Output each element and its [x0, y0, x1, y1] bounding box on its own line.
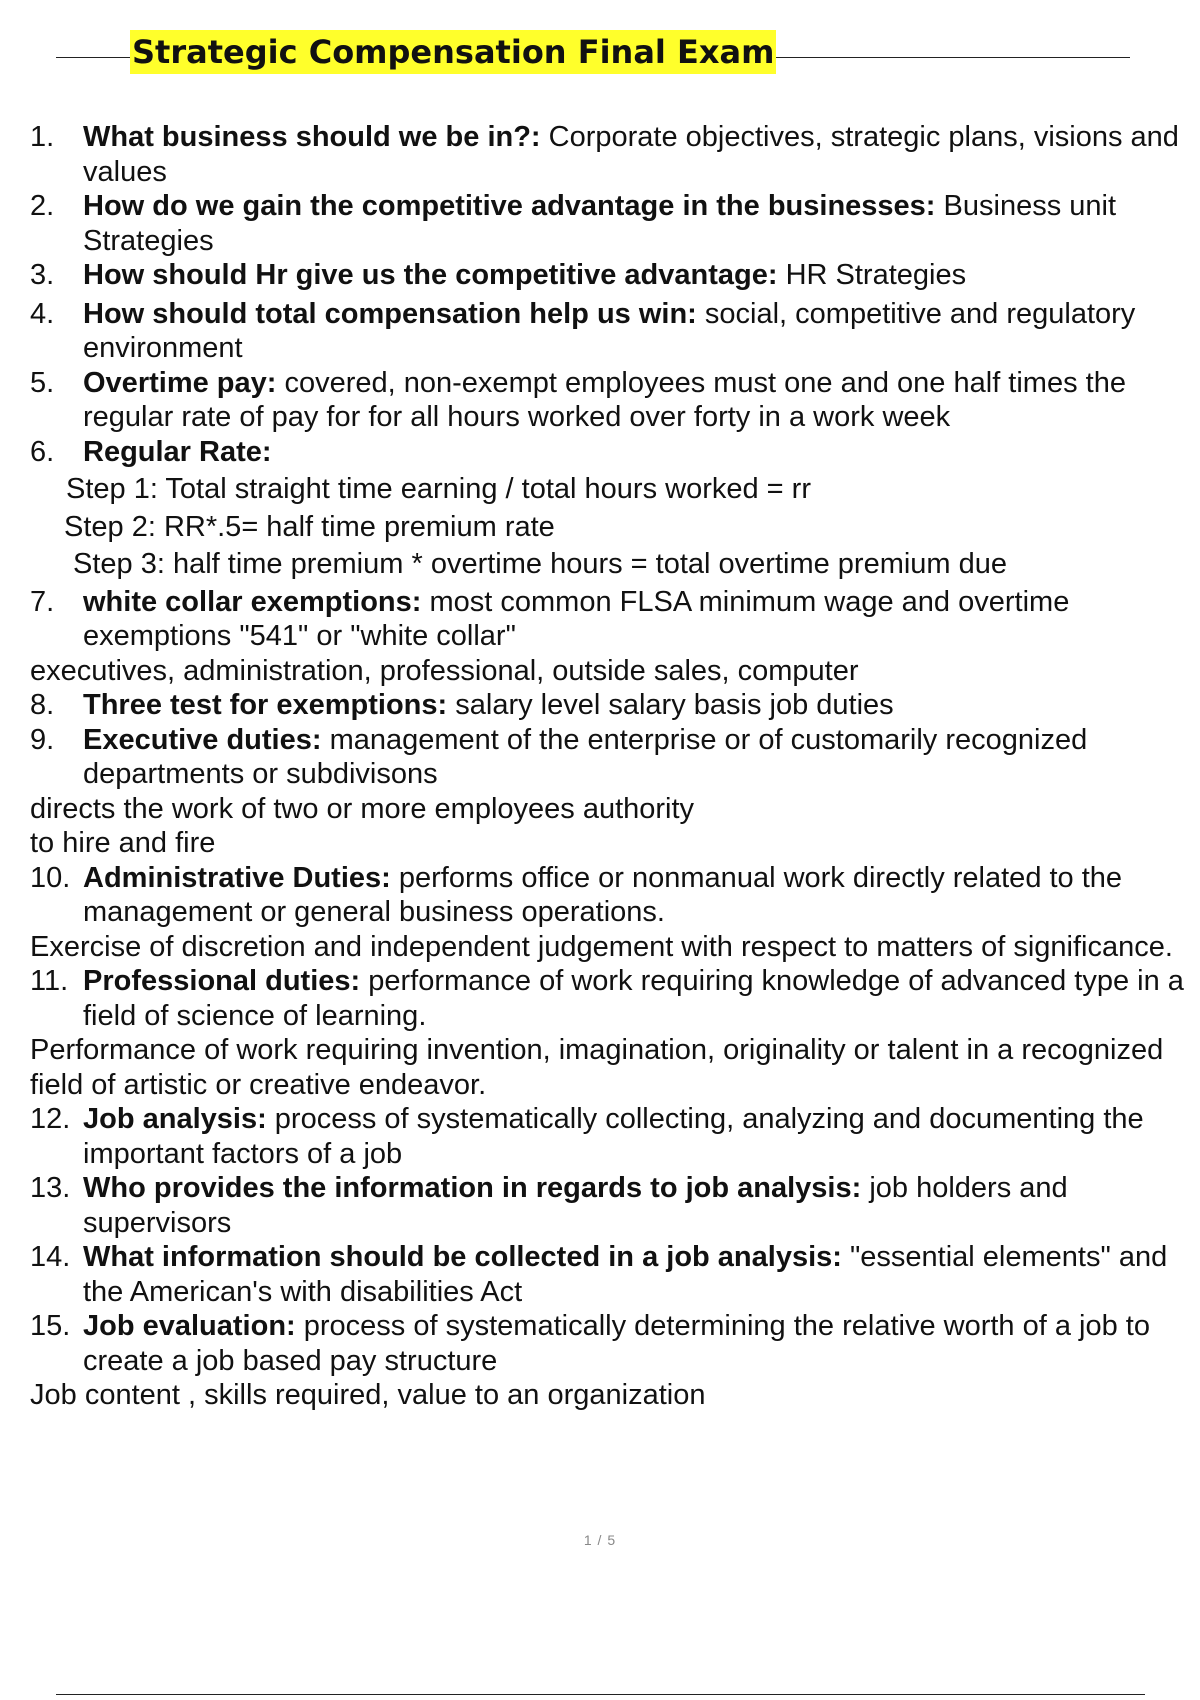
list-item [30, 723, 1190, 792]
item-description: Corporate objectives, strategic plans, visions and values [83, 121, 1179, 188]
item-number: 12. [30, 1103, 71, 1135]
item-term: white collar exemptions: [83, 585, 422, 618]
item-number: 9. [30, 723, 55, 756]
item-description: HR Strategies [777, 259, 967, 291]
item-term: Professional duties: [83, 965, 361, 997]
list-item [30, 585, 1190, 654]
item-number: 5. [30, 366, 55, 399]
regular-rate-step: Step 3: half time premium * overtime hours = total overtime premium due [73, 548, 1008, 580]
footer-rule [56, 1694, 1145, 1695]
item-number: 4. [30, 297, 55, 330]
item-term: How should total compensation help us win: [83, 297, 697, 330]
list-item [30, 435, 1190, 470]
list-item [30, 964, 1190, 1033]
item-term: Administrative Duties: [83, 861, 391, 894]
executive-note: directs the work of two or more employees authority [30, 792, 695, 825]
item-number: 1. [30, 121, 55, 153]
list-item [30, 1309, 1190, 1378]
exemption-categories: executives, administration, professional, outside sales, computer [30, 654, 859, 687]
item-description: performance of work requiring knowledge of advanced type in a field of science of learning. [83, 965, 1184, 1032]
item-description: process of systematically determining the relative worth of a job to create a job based pay structure [83, 1310, 1150, 1377]
item-number: 2. [30, 190, 55, 222]
list-item [30, 1102, 1190, 1171]
item-number: 10. [30, 861, 71, 894]
list-item [30, 120, 1190, 189]
executive-note: to hire and fire [30, 827, 216, 859]
list-item [30, 1171, 1190, 1240]
item-description: social, competitive and regulatory environment [83, 297, 1136, 364]
item-number: 13. [30, 1172, 71, 1204]
evaluation-note: Job content , skills required, value to an organization [30, 1379, 706, 1411]
list-item [30, 189, 1190, 258]
item-description: process of systematically collecting, analyzing and documenting the important factors of a job [83, 1103, 1144, 1170]
document-body [30, 120, 1190, 1413]
item-description: "essential elements" and the American's with disabilities Act [83, 1241, 1168, 1308]
administrative-note: Exercise of discretion and independent judgement with respect to matters of significance. [30, 930, 1173, 963]
item-term: How should Hr give us the competitive advantage: [83, 259, 778, 291]
item-number: 15. [30, 1310, 71, 1342]
item-number: 11. [30, 965, 69, 997]
item-term: Job analysis: [83, 1103, 267, 1135]
item-description: management of the enterprise or of customarily recognized departments or subdivisons [83, 723, 1088, 790]
list-item [30, 1240, 1190, 1309]
page-number: 1 / 5 [583, 1532, 617, 1548]
list-item [30, 297, 1190, 366]
item-number: 6. [30, 435, 55, 468]
item-description: performs office or nonmanual work directly related to the management or general business operations. [83, 861, 1123, 928]
regular-rate-step: Step 1: Total straight time earning / total hours worked = rr [66, 473, 811, 505]
item-description: job holders and supervisors [83, 1172, 1068, 1239]
item-description: Business unit Strategies [83, 190, 1117, 257]
list-item [30, 861, 1190, 930]
regular-rate-step: Step 2: RR*.5= half time premium rate [64, 510, 555, 543]
item-term: Overtime pay: [83, 366, 277, 399]
item-term: How do we gain the competitive advantage in the businesses: [83, 190, 936, 222]
item-term: Executive duties: [83, 723, 322, 756]
list-item [30, 258, 1190, 293]
list-item [30, 366, 1190, 435]
item-description: salary level salary basis job duties [447, 689, 894, 721]
document-title: Strategic Compensation Final Exam [130, 30, 776, 74]
item-number: 3. [30, 259, 55, 291]
item-term: Job evaluation: [83, 1310, 296, 1342]
item-number: 14. [30, 1241, 71, 1273]
item-term: Regular Rate: [83, 435, 272, 468]
item-term: What information should be collected in a job analysis: [83, 1241, 842, 1273]
item-number: 8. [30, 689, 55, 721]
item-term: Who provides the information in regards to job analysis: [83, 1172, 862, 1204]
list-item [30, 688, 1190, 723]
item-description: covered, non-exempt employees must one and one half times the regular rate of pay for for all hours worked over forty in a work week [83, 366, 1126, 433]
title-row [56, 30, 1130, 80]
item-term: What business should we be in?: [83, 121, 541, 153]
item-term: Three test for exemptions: [83, 689, 448, 721]
item-description: most common FLSA minimum wage and overtime exemptions "541" or "white collar" [83, 585, 1070, 652]
professional-note: Performance of work requiring invention, imagination, originality or talent in a recognized field of artistic or creative endeavor. [30, 1034, 1164, 1101]
item-number: 7. [30, 585, 55, 618]
